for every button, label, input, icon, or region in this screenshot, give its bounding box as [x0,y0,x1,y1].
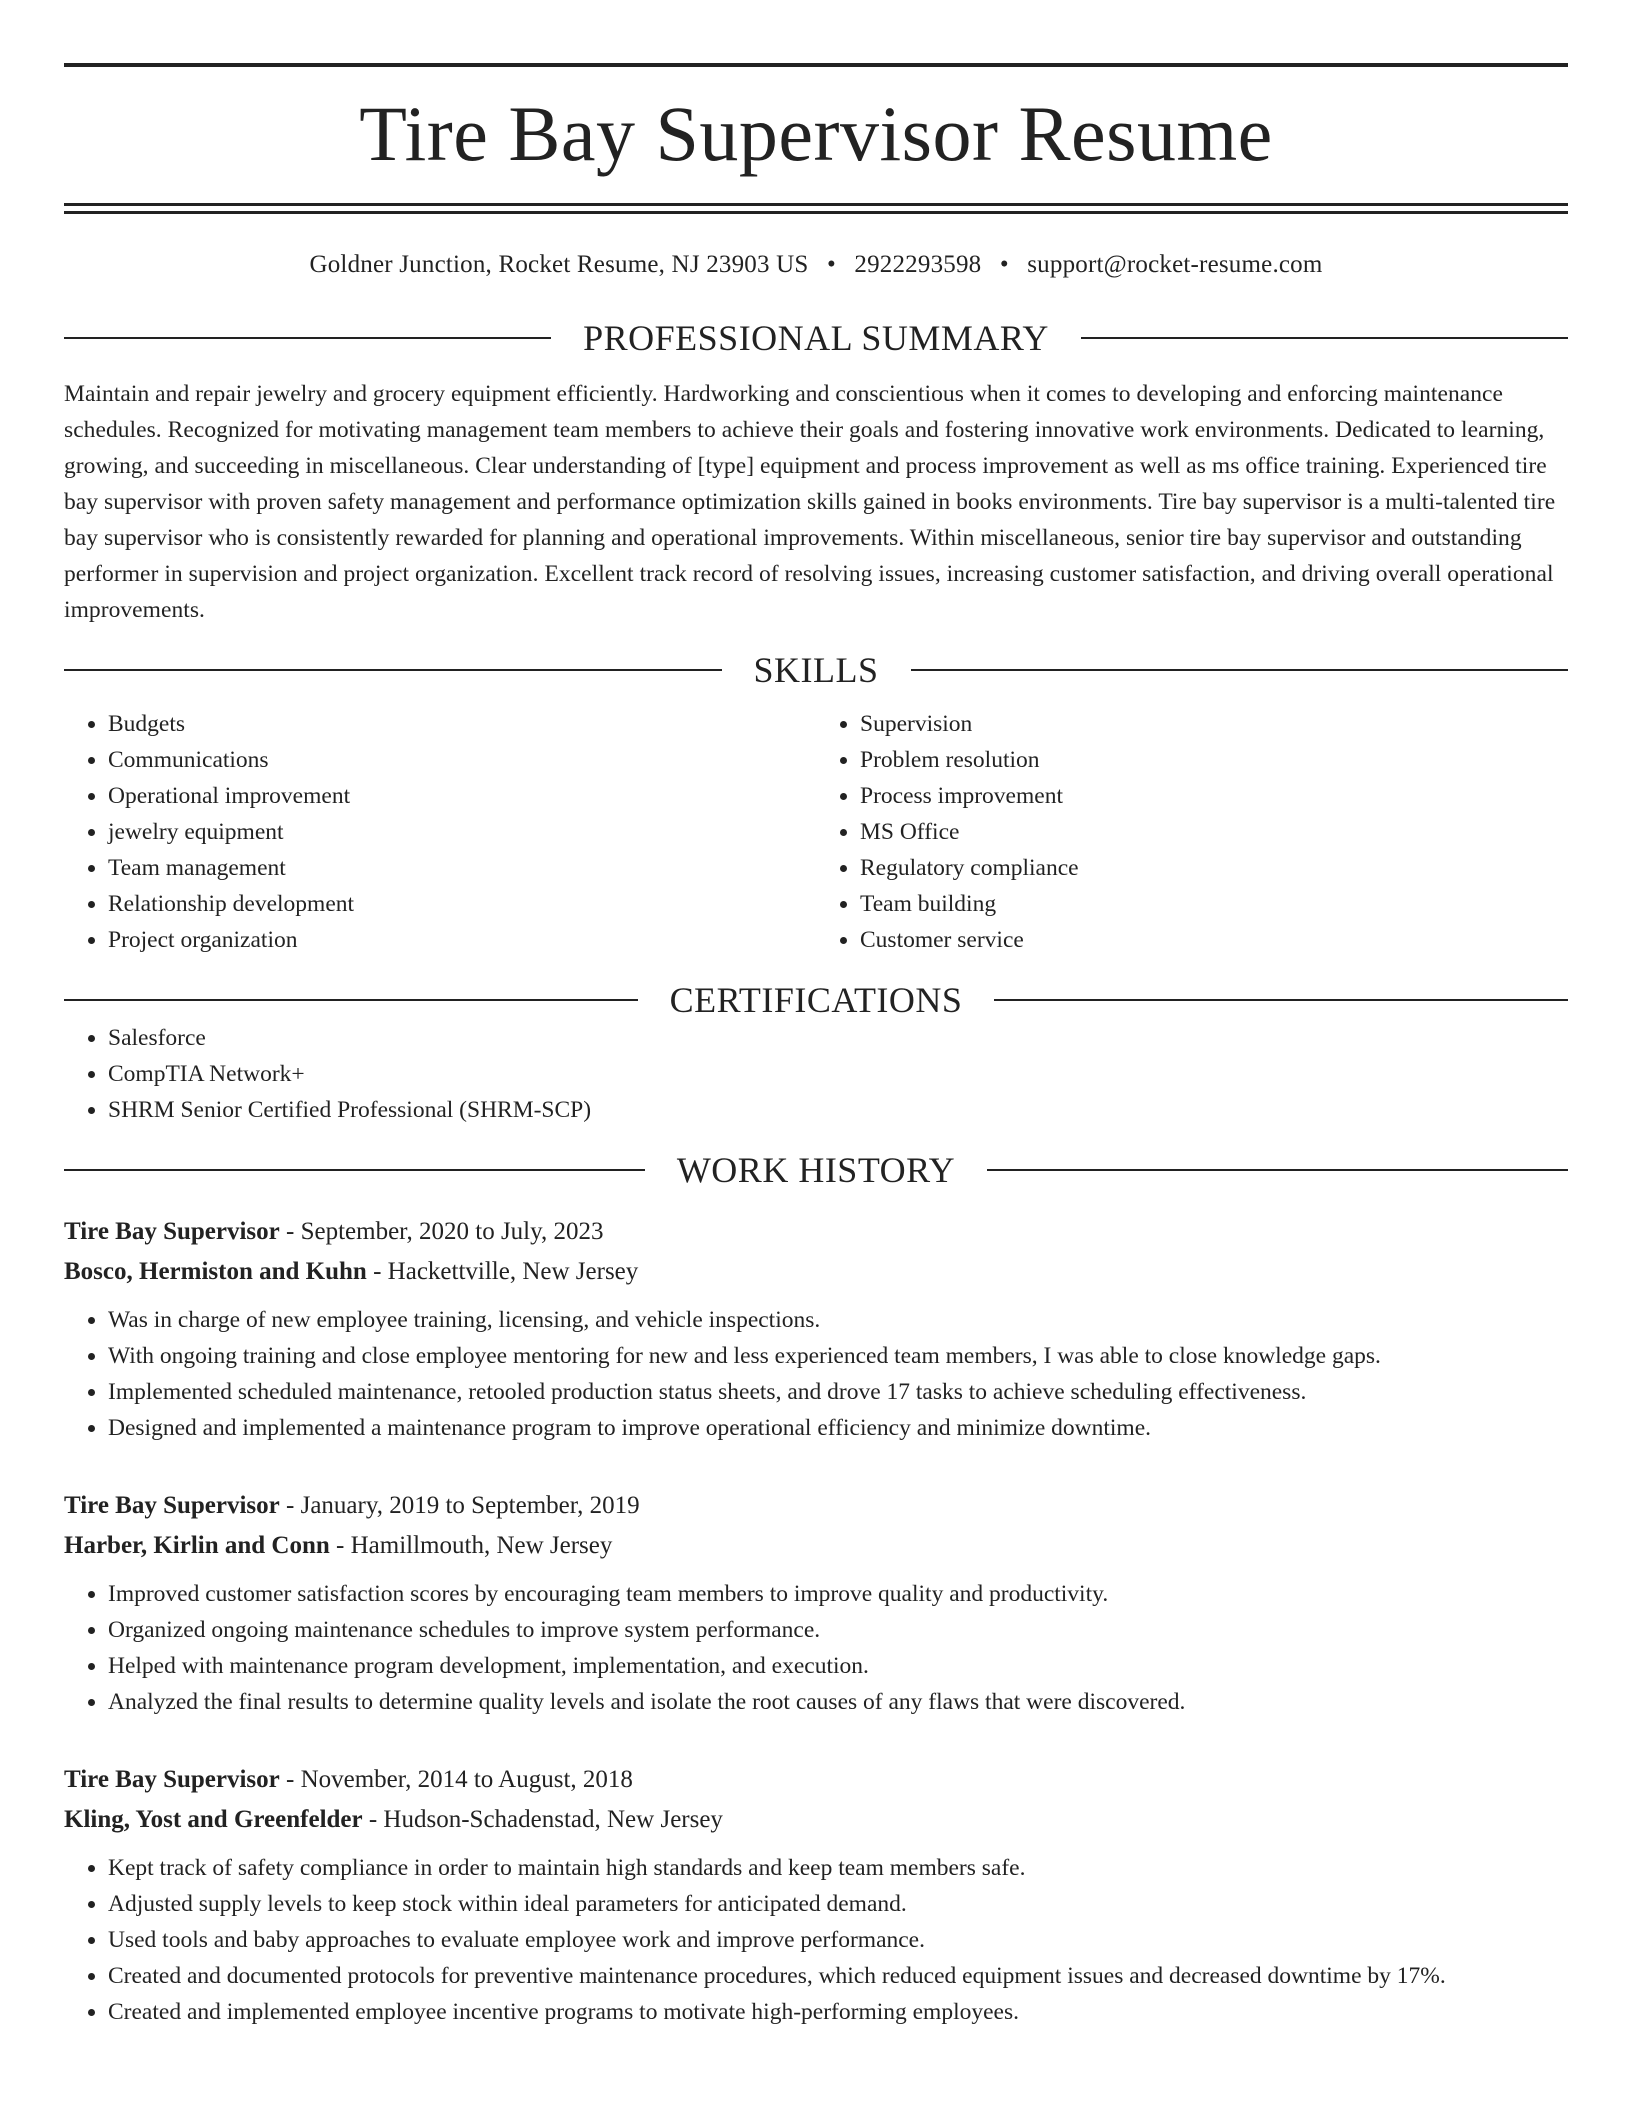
section-rule [64,669,722,671]
skill-item: • Team management [108,850,816,886]
skill-item: • Team building [860,886,1568,922]
section-rule [64,337,551,339]
section-rule [1081,337,1568,339]
title-double-rule [64,203,1568,214]
section-header-work-history [64,1150,1568,1190]
skill-item: • Problem resolution [860,742,1568,778]
certifications-list [64,1020,1568,1128]
section-header-certifications [64,980,1568,1020]
job-title-line [64,1486,1568,1526]
section-title: SKILLS [753,650,879,690]
job-title-line [64,1760,1568,1800]
job-duty-item: • Analyzed the final results to determine quality levels and isolate the root causes of any flaws that were discovered. [108,1684,1568,1720]
job-duties-list [64,1576,1568,1720]
contact-separator: • [826,251,836,278]
job-duties-list [64,1302,1568,1446]
contact-phone: 2922293598 [854,251,982,278]
job-title-line [64,1212,1568,1252]
contact-separator: • [999,251,1009,278]
job-company: Harber, Kirlin and Conn [64,1532,330,1559]
job-company-line [64,1252,1568,1292]
skill-item: • Operational improvement [108,778,816,814]
skill-item: • Communications [108,742,816,778]
job-title: Tire Bay Supervisor [64,1492,280,1519]
section-rule [64,1169,645,1171]
section-title: CERTIFICATIONS [669,980,963,1020]
job-entry [64,1760,1568,2030]
certification-item: • CompTIA Network+ [108,1056,1568,1092]
job-dates: - November, 2014 to August, 2018 [279,1766,633,1793]
job-title: Tire Bay Supervisor [64,1766,280,1793]
job-duty-item: • Helped with maintenance program development, implementation, and execution. [108,1648,1568,1684]
skill-item: • jewelry equipment [108,814,816,850]
certification-item: • Salesforce [108,1020,1568,1056]
certification-item: • SHRM Senior Certified Professional (SHRM-SCP) [108,1092,1568,1128]
job-company: Bosco, Hermiston and Kuhn [64,1258,367,1285]
resume-title: Tire Bay Supervisor Resume [359,90,1273,177]
job-location: - Hackettville, New Jersey [366,1258,639,1285]
section-rule [64,999,638,1001]
skill-item: • Project organization [108,922,816,958]
section-title: WORK HISTORY [676,1150,956,1190]
job-duty-item: • Kept track of safety compliance in order to maintain high standards and keep team members safe. [108,1850,1568,1886]
section-header-skills [64,650,1568,690]
skill-item: • Customer service [860,922,1568,958]
resume-page [64,63,1568,2030]
job-duty-item: • Organized ongoing maintenance schedules to improve system performance. [108,1612,1568,1648]
job-duty-item: • Used tools and baby approaches to evaluate employee work and improve performance. [108,1922,1568,1958]
skill-item: • Regulatory compliance [860,850,1568,886]
skills-column-left [64,706,816,958]
job-entry [64,1212,1568,1446]
job-location: - Hamillmouth, New Jersey [329,1532,613,1559]
job-duty-item: • Was in charge of new employee training, licensing, and vehicle inspections. [108,1302,1568,1338]
job-dates: - January, 2019 to September, 2019 [279,1492,640,1519]
job-company-line [64,1526,1568,1566]
top-rule [64,63,1568,67]
job-company: Kling, Yost and Greenfelder [64,1806,363,1833]
skill-item: • MS Office [860,814,1568,850]
section-rule [994,999,1568,1001]
section-rule [911,669,1569,671]
section-header-summary [64,318,1568,358]
skills-list [64,706,1568,958]
job-company-line [64,1800,1568,1840]
job-title: Tire Bay Supervisor [64,1218,280,1245]
job-duty-item: • Created and documented protocols for preventive maintenance procedures, which reduced equipment issues and decreased downtime by 17%. [108,1958,1568,1994]
contact-email: support@rocket-resume.com [1027,251,1323,278]
job-duties-list [64,1850,1568,2030]
section-rule [987,1169,1568,1171]
skill-item: • Process improvement [860,778,1568,814]
job-duty-item: • Created and implemented employee incentive programs to motivate high-performing employees. [108,1994,1568,2030]
job-entry [64,1486,1568,1720]
summary-paragraph: Maintain and repair jewelry and grocery equipment efficiently. Hardworking and conscientious when it comes to developing and enforcing maintenance schedules. Recognized for motivating management team members to achieve their goals and fostering innovative work environments. Dedicated to learning, growing, and succeeding in miscellaneous. Clear understanding of [type] equipment and process improvement as well as ms office training. Experienced tire bay supervisor with proven safety management and performance optimization skills gained in books environments. Tire bay supervisor is a multi-talented tire bay supervisor who is consistently rewarded for planning and operational improvements. Within miscellaneous, senior tire bay supervisor and outstanding performer in supervision and project organization. Excellent track record of resolving issues, increasing customer satisfaction, and driving overall operational improvements. [64,381,1556,623]
skill-item: • Budgets [108,706,816,742]
job-duty-item: • Adjusted supply levels to keep stock within ideal parameters for anticipated demand. [108,1886,1568,1922]
skill-item: • Supervision [860,706,1568,742]
skills-column-right [816,706,1568,958]
job-duty-item: • Implemented scheduled maintenance, retooled production status sheets, and drove 17 tasks to achieve scheduling effectiveness. [108,1374,1568,1410]
contact-line [64,250,1568,280]
work-history-list [64,1212,1568,2030]
job-duty-item: • Improved customer satisfaction scores by encouraging team members to improve quality and productivity. [108,1576,1568,1612]
job-dates: - September, 2020 to July, 2023 [279,1218,604,1245]
contact-address: Goldner Junction, Rocket Resume, NJ 23903 US [309,251,809,278]
job-duty-item: • With ongoing training and close employee mentoring for new and less experienced team members, I was able to close knowledge gaps. [108,1338,1568,1374]
job-duty-item: • Designed and implemented a maintenance program to improve operational efficiency and minimize downtime. [108,1410,1568,1446]
section-title: PROFESSIONAL SUMMARY [583,318,1049,358]
job-location: - Hudson-Schadenstad, New Jersey [362,1806,723,1833]
skill-item: • Relationship development [108,886,816,922]
